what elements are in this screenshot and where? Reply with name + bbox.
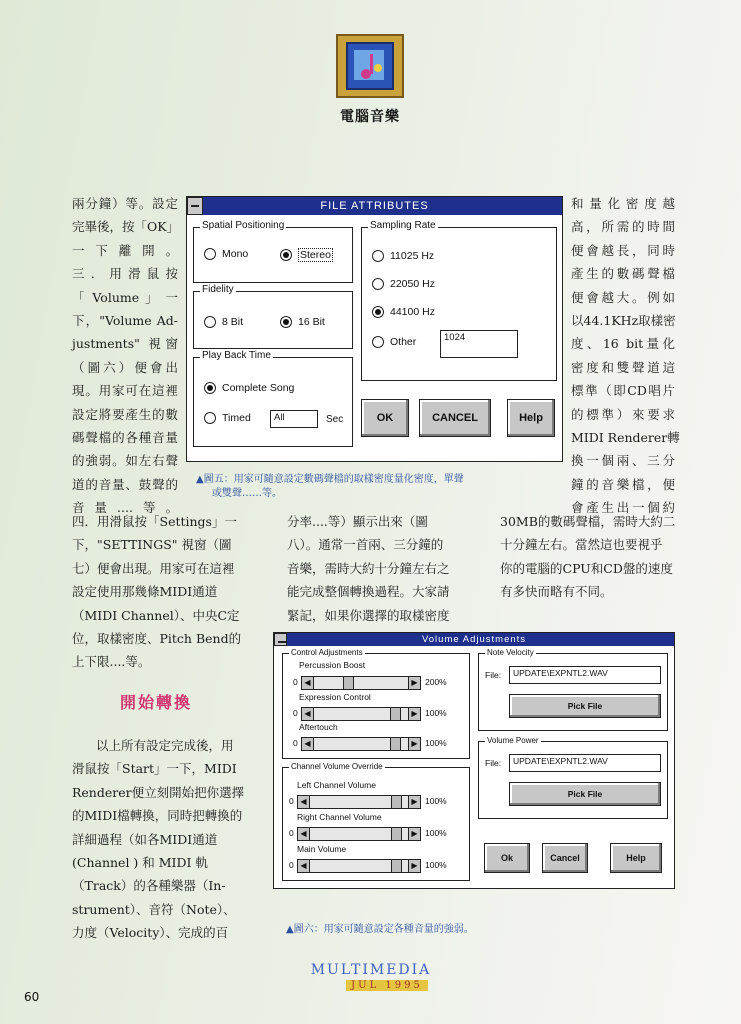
percussion-slider[interactable]: ◀ ▶ [301,676,421,690]
timed-value-field[interactable]: All [270,410,318,428]
note-velocity-file-field[interactable]: UPDATE\EXPNTL2.WAV [509,666,661,684]
text-line: 度、16 bit量化 [571,336,675,352]
system-menu-icon[interactable] [187,197,203,215]
figure5-caption-line1: ▲圖五：用家可隨意設定數碼聲檔的取樣密度量化密度，單聲 [196,474,464,485]
note-velocity-group: Note Velocity File: UPDATE\EXPNTL2.WAV Pick File [478,653,668,731]
text-line: 現。用家可在這裡 [72,383,178,399]
text-line: 的MIDI檔轉換，同時把轉換的 [72,808,243,824]
vol-help-button[interactable]: Help [610,843,662,873]
text-line: 十分鐘左右。當然這也要視乎 [500,537,663,553]
window-title: FILE ATTRIBUTES [320,200,429,212]
text-line: 30MB的數碼聲檔，需時大約二 [500,514,676,529]
volume-power-pick-file-button[interactable]: Pick File [509,782,661,806]
text-line: 八）。通常一首兩、三分鐘的 [287,537,444,553]
spatial-label: Spatial Positioning [202,220,285,231]
text-line: Renderer便立刻開始把你選擇 [72,784,245,800]
text-line: （Track）的各種樂器（In- [72,878,226,894]
vol-cancel-button[interactable]: Cancel [542,843,588,873]
text-line: 便會越大。例如 [571,289,675,305]
footer-issue: JUL 1995 [346,980,428,991]
text-line: 碼聲檔的各種音量 [72,430,178,446]
section-heading: 開始轉換 [120,693,193,712]
text-line: 你的電腦的CPU和CD盤的速度 [500,560,673,576]
text-line: 鐘的音樂檔，便 [571,476,675,492]
text-line: 換一個兩、三分 [571,453,675,469]
main-volume-label: Main Volume [297,844,347,854]
mono-radio[interactable]: Mono [204,248,248,260]
sec-label: Sec [326,414,344,425]
text-line: 「 Volume 」 一 [72,289,178,305]
left-channel-label: Left Channel Volume [297,780,376,790]
text-line: 設定使用那幾條MIDI通道 [72,584,218,600]
file-attributes-window [186,196,563,462]
channel-volume-group: Channel Volume Override Left Channel Volume 0 ◀ ▶ 100% Right Channel Volume 0 ◀ ▶ 100% Main Volume 0 ◀ ▶ 100% [282,767,470,881]
figure5-caption-line2: 或雙聲……等。 [212,488,282,499]
text-line: 有多快而略有不同。 [500,584,613,600]
11025-radio[interactable]: 11025 Hz [372,250,434,262]
text-line: 會產生出一個約 [571,500,675,516]
text-line: 便會越長，同時 [571,242,675,258]
text-line: 詳細過程（如各MIDI通道 [72,831,218,847]
window-title: Volume Adjustments [421,634,527,645]
text-line: (Channel ) 和 MIDI 軌 [72,855,208,871]
volume-power-file-field[interactable]: UPDATE\EXPNTL2.WAV [509,754,661,772]
text-line: 設定將要產生的數 [72,406,178,422]
8bit-radio[interactable]: 8 Bit [204,316,243,328]
aftertouch-slider[interactable]: ◀ ▶ [301,737,421,751]
middle-right-column [500,510,676,604]
text-line: （MIDI Channel）、中央C定 [72,607,240,623]
text-line: 上下限....等。 [72,654,151,670]
stereo-radio[interactable]: Stereo [280,248,333,262]
ok-button[interactable]: OK [361,399,409,437]
control-adjustments-group: Control Adjustments Percussion Boost 0 ◀ ▶ 200% Expression Control 0 ◀ ▶ 100% Aftertouch 0 ◀ ▶ 100% [282,653,470,759]
text-line: 產生的數碼聲檔 [571,266,675,282]
text-line: 高，所需的時間 [571,219,675,235]
text-line: 密度和雙聲道這 [571,359,675,375]
file-attributes-titlebar[interactable] [187,197,562,215]
left-channel-slider[interactable]: ◀ ▶ [297,795,421,809]
text-line: 七）便會出現。用家可在這裡 [72,560,235,576]
spatial-group [193,220,353,283]
left-column-mid [72,510,248,674]
text-line: 四．用滑鼠按「Settings」一 [72,514,237,529]
main-volume-slider[interactable]: ◀ ▶ [297,859,421,873]
22050-radio[interactable]: 22050 Hz [372,278,435,290]
text-line: 標準（即CD唱片 [571,383,675,399]
text-line: （圖六）便會出 [72,359,178,375]
44100-radio[interactable]: 44100 Hz [372,306,435,318]
music-note-icon [346,42,394,90]
page-number: 60 [24,990,40,1004]
text-line: 能完成整個轉換過程。大家請 [287,584,450,600]
fidelity-group [193,284,353,349]
playback-group [193,350,353,447]
text-line: 音樂，需時大約十分鐘左右之 [287,560,450,576]
text-line: 和量化密度越 [571,196,675,211]
text-line: 一下離開。 [72,242,178,258]
right-channel-label: Right Channel Volume [297,812,382,822]
middle-column [287,510,459,627]
text-line: strument）、音符（Note）、 [72,901,236,917]
text-line: justments" 視窗 [72,336,178,352]
text-line: 音量....等。 [72,500,178,516]
text-line: 的強弱。如左右聲 [72,453,178,469]
text-line: 緊記，如果你選擇的取樣密度 [287,607,450,623]
figure6-caption: ▲圖六：用家可隨意設定各種音量的強弱。 [286,924,474,935]
16bit-radio[interactable]: 16 Bit [280,316,325,328]
text-line: 完畢後，按「OK」 [72,219,180,235]
text-line: 力度（Velocity）、完成的百 [72,925,229,941]
volume-adjustments-titlebar[interactable] [274,633,674,646]
text-line: 的標準）來要求 [571,406,675,422]
text-line: 以上所有設定完成後，用 [96,738,234,753]
sampling-label: Sampling Rate [370,220,436,231]
text-line: MIDI Renderer轉 [571,430,680,446]
vol-ok-button[interactable]: Ok [484,843,530,873]
text-line: 道的音量、鼓聲的 [72,476,178,492]
text-line: 下，"SETTINGS" 視窗（圖 [72,537,232,553]
complete-song-radio[interactable]: Complete Song [204,382,294,394]
sampling-group [361,220,557,381]
other-value-field[interactable]: 1024 [440,330,518,358]
section-title: 電腦音樂 [340,109,400,125]
left-column-top [72,192,178,520]
right-column [571,192,680,520]
other-radio[interactable]: Other [372,336,416,348]
percussion-label: Percussion Boost [299,660,366,670]
text-line: 兩分鐘）等。設定 [72,196,178,211]
timed-radio[interactable]: Timed [204,412,251,424]
volume-adjustments-window [273,632,675,889]
text-line: 以44.1KHz取樣密 [571,313,676,329]
help-button[interactable]: Help [507,399,555,437]
playback-label: Play Back Time [202,350,271,361]
volume-power-group: Volume Power File: UPDATE\EXPNTL2.WAV Pick File [478,741,668,819]
left-column-bottom [72,734,248,945]
aftertouch-label: Aftertouch [299,722,338,732]
expression-slider[interactable]: ◀ ▶ [301,707,421,721]
note-velocity-pick-file-button[interactable]: Pick File [509,694,661,718]
text-line: 分率....等）顯示出來（圖 [287,514,428,529]
expression-label: Expression Control [299,692,371,702]
text-line: 位，取樣密度、Pitch Bend的 [72,631,242,647]
section-logo [336,34,404,98]
text-line: 滑鼠按「Start」一下，MIDI [72,761,237,777]
text-line: 三．用滑鼠按 [72,266,178,282]
system-menu-icon[interactable] [274,633,287,646]
cancel-button[interactable]: CANCEL [419,399,491,437]
text-line: 下，"Volume Ad- [72,313,178,329]
footer-brand: MULTIMEDIA [310,962,432,978]
fidelity-label: Fidelity [202,284,234,295]
right-channel-slider[interactable]: ◀ ▶ [297,827,421,841]
